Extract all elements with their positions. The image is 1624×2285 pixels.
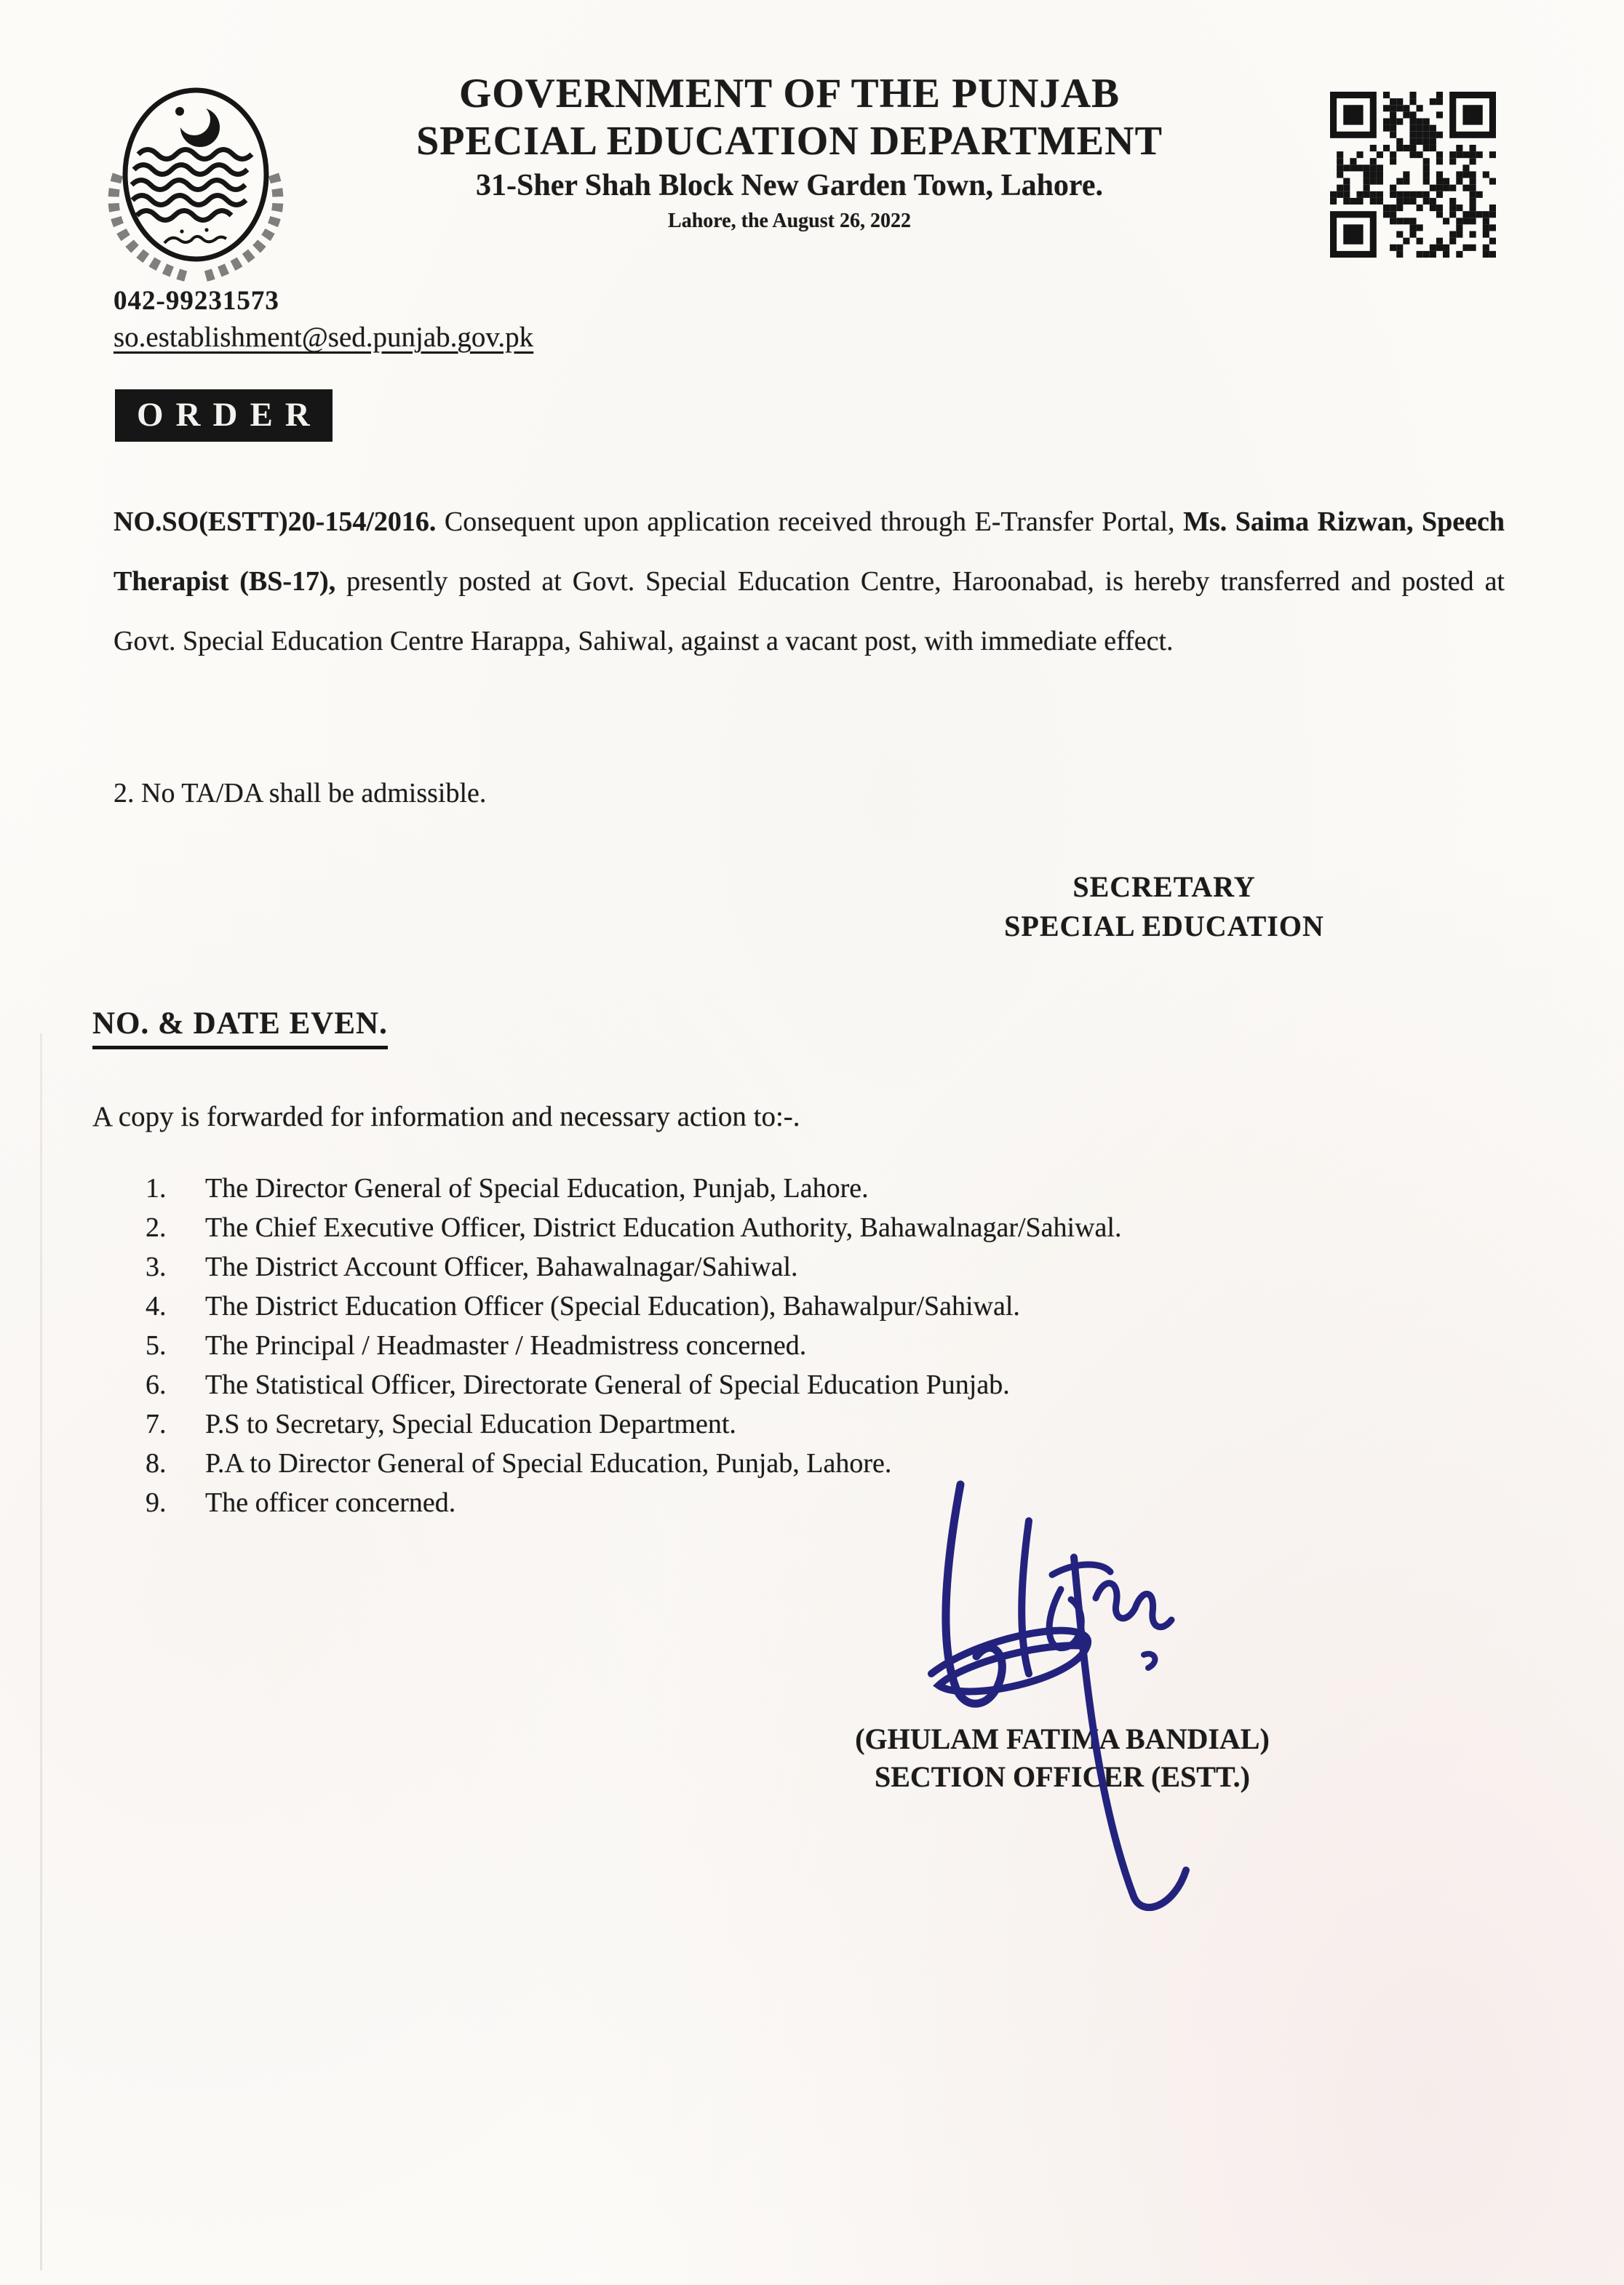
cc-item-text: The District Education Officer (Special Education), Bahawalpur/Sahiwal.: [205, 1291, 1020, 1322]
signature-scribble-icon: [918, 1476, 1224, 1949]
cc-item-text: The Statistical Officer, Directorate General of Special Education Punjab.: [205, 1370, 1010, 1400]
scan-crease-artifact: [40, 1033, 42, 2270]
cc-item-number: 6.: [146, 1370, 167, 1400]
paragraph-text-2: presently posted at Govt. Special Education Centre, Haroonabad, is hereby transferred and posted at Govt. Special Education Centre Harappa, Sahiwal, against a vacant post, with immediate effect.: [114, 566, 1505, 656]
cc-item-text: P.A to Director General of Special Education, Punjab, Lahore.: [205, 1448, 892, 1479]
department-address: 31-Sher Shah Block New Garden Town, Lahore.: [476, 169, 1103, 202]
cc-item-number: 4.: [146, 1291, 167, 1322]
cc-item: [146, 1169, 1499, 1208]
cc-item-number: 2.: [146, 1212, 167, 1243]
cc-list: [146, 1169, 1499, 1522]
reference-number: NO.SO(ESTT)20-154/2016.: [114, 506, 437, 537]
cc-item-number: 5.: [146, 1330, 167, 1361]
cc-item-number: 7.: [146, 1409, 167, 1439]
cc-item-text: The Principal / Headmaster / Headmistress concerned.: [205, 1330, 807, 1361]
email-address: so.establishment@sed.punjab.gov.pk: [114, 322, 534, 353]
signoff-line1: SECRETARY: [1072, 870, 1256, 903]
cc-item-text: The Director General of Special Education, Punjab, Lahore.: [205, 1173, 869, 1204]
signoff-line2: SPECIAL EDUCATION: [1004, 910, 1324, 942]
qr-code-icon: [1330, 92, 1496, 258]
letterhead: [291, 70, 1288, 236]
phone-number: 042-99231573: [114, 286, 279, 316]
paragraph-text-1: Consequent upon application received through E-Transfer Portal,: [444, 506, 1175, 537]
cc-item: [146, 1444, 1499, 1483]
cc-item-number: 8.: [146, 1448, 167, 1479]
order-heading: ORDER: [115, 389, 333, 442]
punjab-crest-logo-icon: [100, 82, 291, 293]
cc-item-text: The Chief Executive Officer, District Education Authority, Bahawalnagar/Sahiwal.: [205, 1212, 1122, 1243]
officer-name: Ms. Saima Rizwan, Speech Therapist (BS-17),: [114, 506, 1505, 597]
cc-item-text: P.S to Secretary, Special Education Department.: [205, 1409, 736, 1439]
cc-item: [146, 1326, 1499, 1365]
letter-date: Lahore, the August 26, 2022: [668, 210, 911, 232]
cc-item-number: 9.: [146, 1487, 167, 1518]
page-title: GOVERNMENT OF THE PUNJAB: [458, 71, 1121, 116]
cc-item: [146, 1247, 1499, 1287]
cc-item-text: The officer concerned.: [205, 1487, 456, 1518]
cc-item-text: The District Account Officer, Bahawalnagar/Sahiwal.: [205, 1252, 798, 1282]
cc-intro: A copy is forwarded for information and necessary action to:-.: [92, 1101, 800, 1132]
signatory-title: SECTION OFFICER (ESTT.): [874, 1760, 1250, 1793]
cc-item: [146, 1404, 1499, 1444]
cc-item: [146, 1287, 1499, 1326]
tada-note: 2. No TA/DA shall be admissible.: [114, 778, 487, 808]
signatory-name: (GHULAM FATIMA BANDIAL): [855, 1722, 1270, 1755]
cc-item-number: 3.: [146, 1252, 167, 1282]
cc-item-number: 1.: [146, 1173, 167, 1204]
cc-item: [146, 1208, 1499, 1247]
order-paragraph: [114, 492, 1505, 671]
secretary-signoff: [968, 867, 1361, 946]
department-subtitle: SPECIAL EDUCATION DEPARTMENT: [416, 119, 1163, 164]
ref-even-heading: NO. & DATE EVEN.: [92, 1006, 388, 1049]
cc-item: [146, 1365, 1499, 1404]
cc-item: [146, 1483, 1499, 1522]
